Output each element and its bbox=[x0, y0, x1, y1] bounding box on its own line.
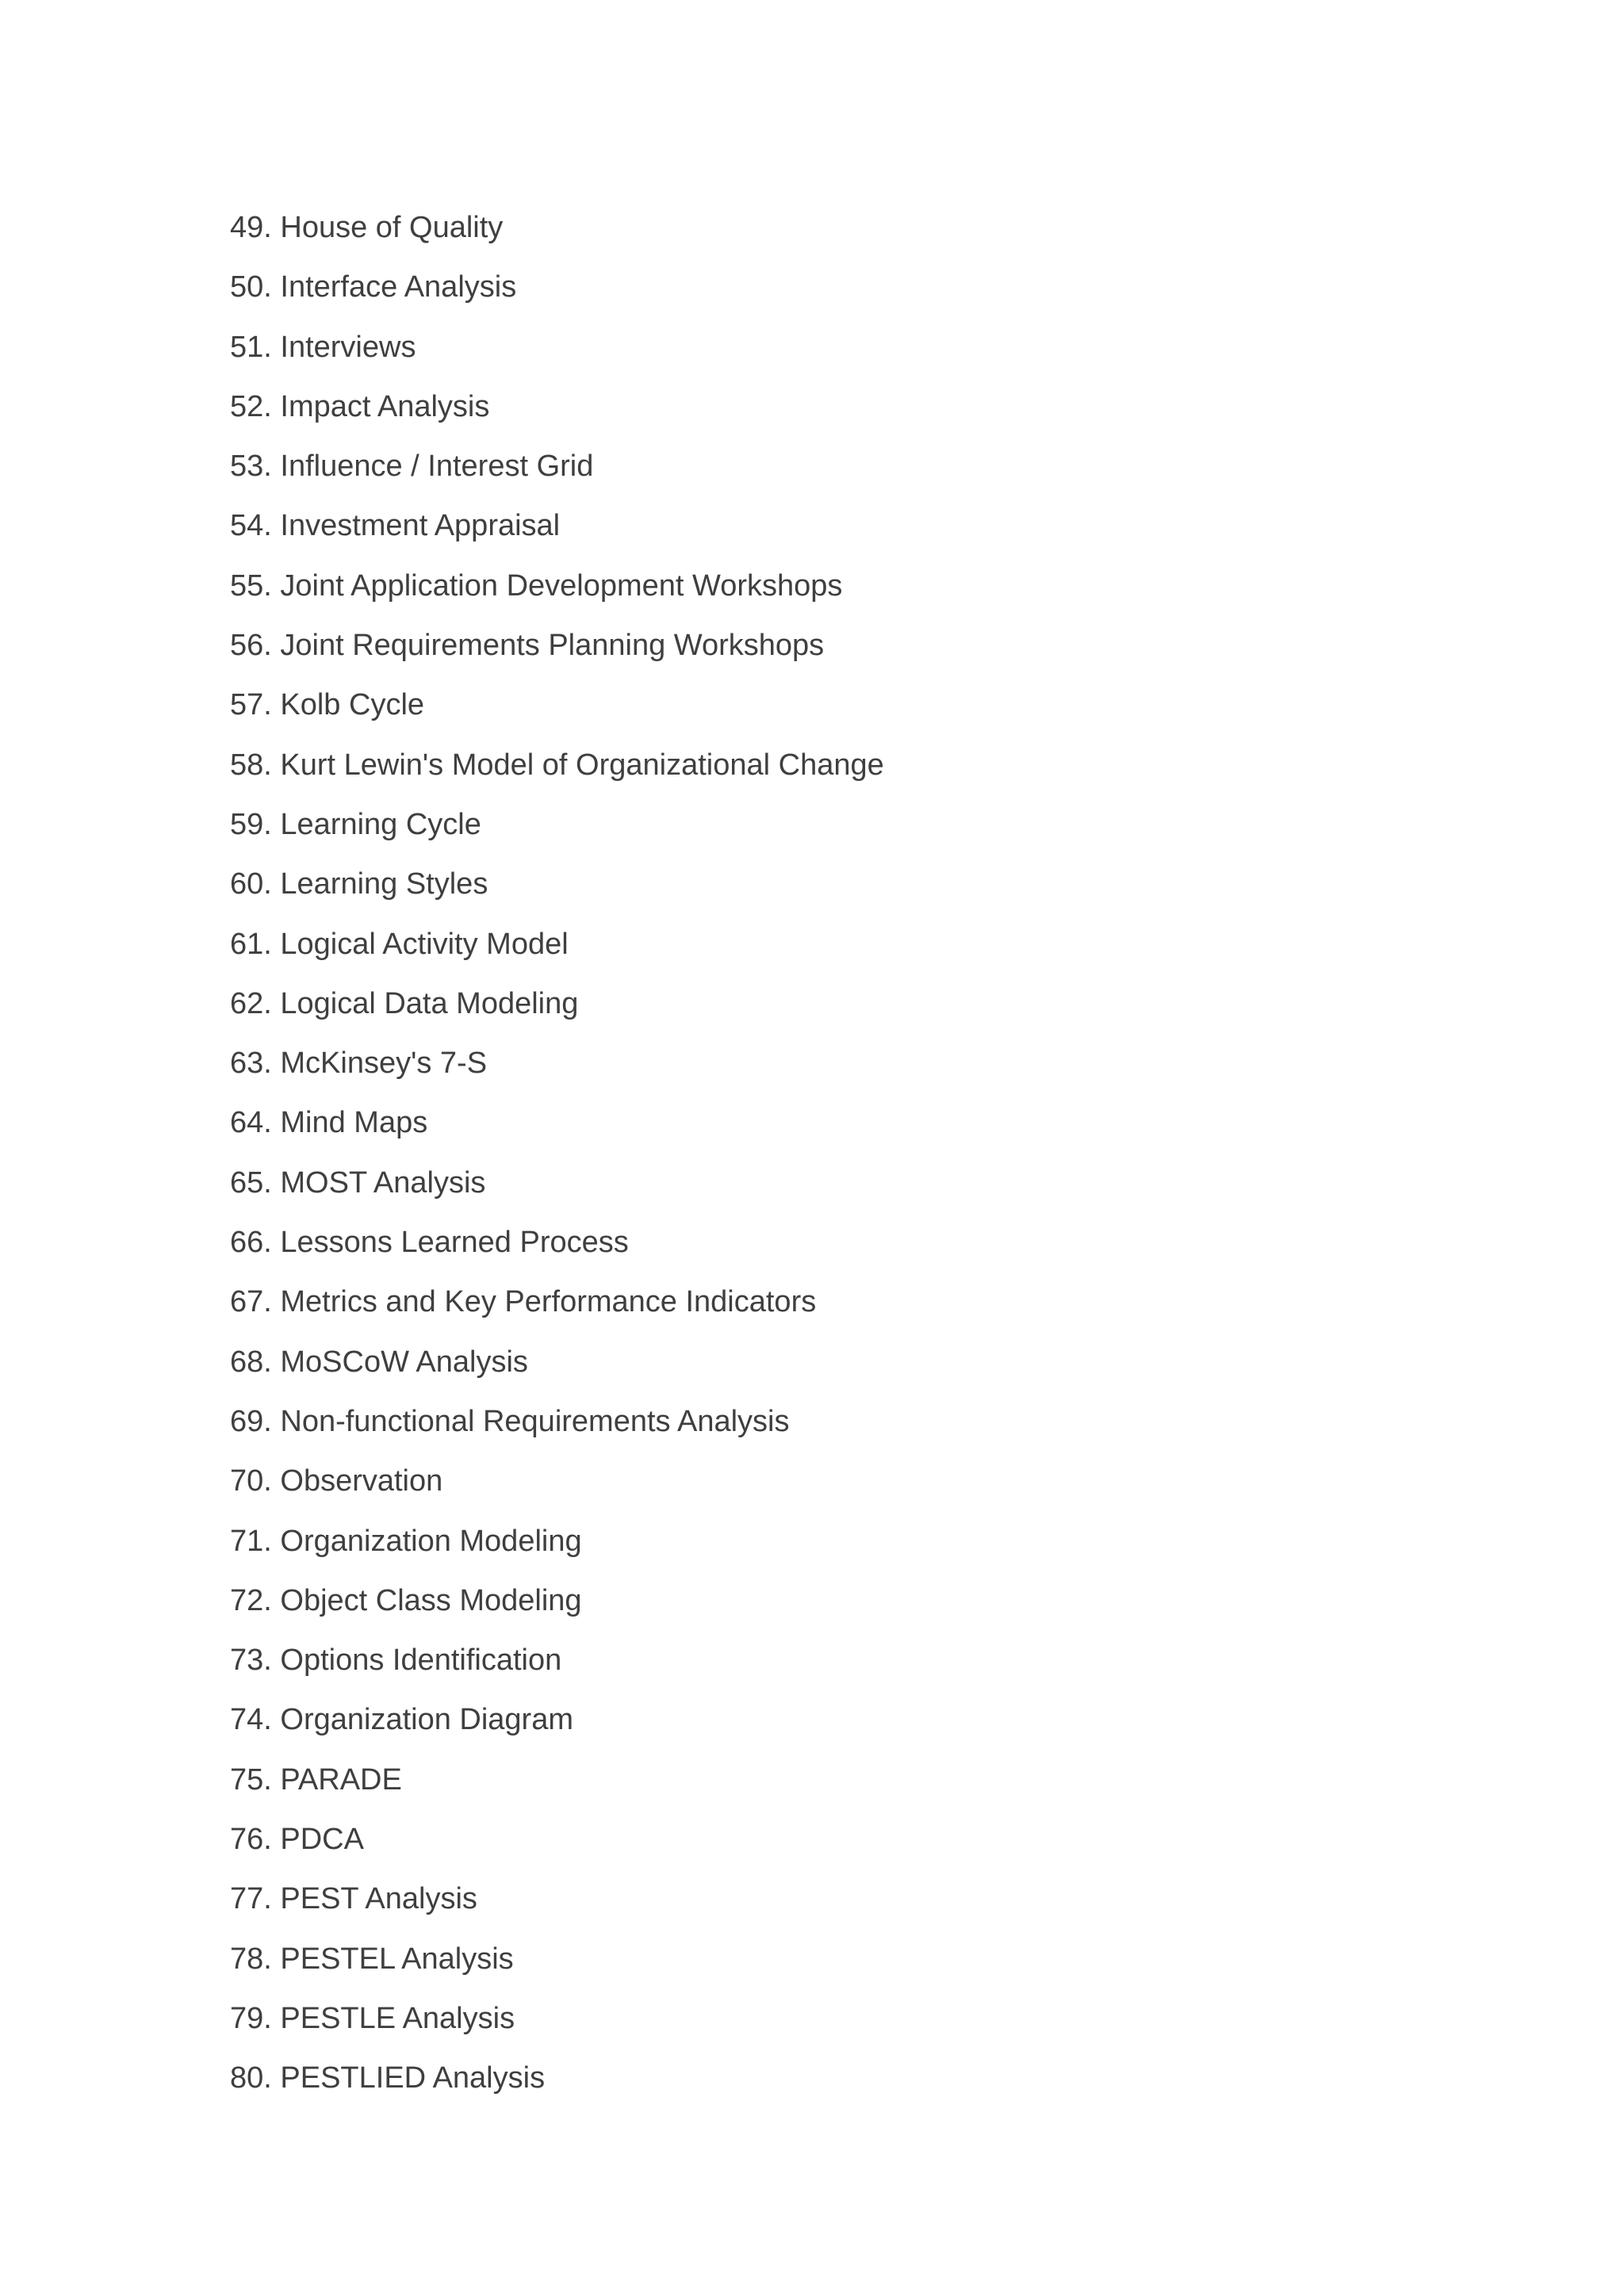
list-item: 63. McKinsey's 7-S bbox=[230, 1047, 488, 1081]
list-item: 74. Organization Diagram bbox=[230, 1703, 573, 1737]
list-item: 58. Kurt Lewin's Model of Organizational Change bbox=[230, 748, 884, 782]
list-item: 60. Learning Styles bbox=[230, 867, 488, 901]
technique-list bbox=[230, 205, 884, 2115]
list-item: 79. PESTLE Analysis bbox=[230, 2001, 515, 2035]
list-item: 67. Metrics and Key Performance Indicators bbox=[230, 1285, 817, 1319]
list-item: 51. Interviews bbox=[230, 330, 416, 364]
list-item: 59. Learning Cycle bbox=[230, 807, 481, 841]
list-item: 57. Kolb Cycle bbox=[230, 688, 425, 722]
list-item: 72. Object Class Modeling bbox=[230, 1583, 582, 1617]
list-item: 75. PARADE bbox=[230, 1762, 402, 1797]
list-item: 69. Non-functional Requirements Analysis bbox=[230, 1404, 790, 1438]
list-item: 66. Lessons Learned Process bbox=[230, 1226, 629, 1260]
list-item: 64. Mind Maps bbox=[230, 1106, 428, 1140]
list-item: 78. PESTEL Analysis bbox=[230, 1942, 514, 1976]
list-item: 76. PDCA bbox=[230, 1823, 364, 1857]
list-item: 73. Options Identification bbox=[230, 1644, 562, 1678]
list-item: 56. Joint Requirements Planning Workshops bbox=[230, 629, 825, 663]
list-item: 54. Investment Appraisal bbox=[230, 509, 561, 543]
list-item: 77. PEST Analysis bbox=[230, 1882, 477, 1916]
list-item: 52. Impact Analysis bbox=[230, 389, 490, 423]
list-item: 53. Influence / Interest Grid bbox=[230, 450, 594, 484]
list-item: 68. MoSCoW Analysis bbox=[230, 1345, 528, 1379]
list-item: 62. Logical Data Modeling bbox=[230, 986, 579, 1020]
list-item: 61. Logical Activity Model bbox=[230, 927, 569, 961]
list-item: 65. MOST Analysis bbox=[230, 1165, 486, 1200]
list-item: 71. Organization Modeling bbox=[230, 1524, 582, 1558]
list-item: 49. House of Quality bbox=[230, 211, 504, 244]
list-item: 55. Joint Application Development Workshops bbox=[230, 568, 843, 603]
list-item: 70. Observation bbox=[230, 1464, 443, 1498]
list-item: 50. Interface Analysis bbox=[230, 270, 517, 304]
list-item: 80. PESTLIED Analysis bbox=[230, 2061, 546, 2095]
